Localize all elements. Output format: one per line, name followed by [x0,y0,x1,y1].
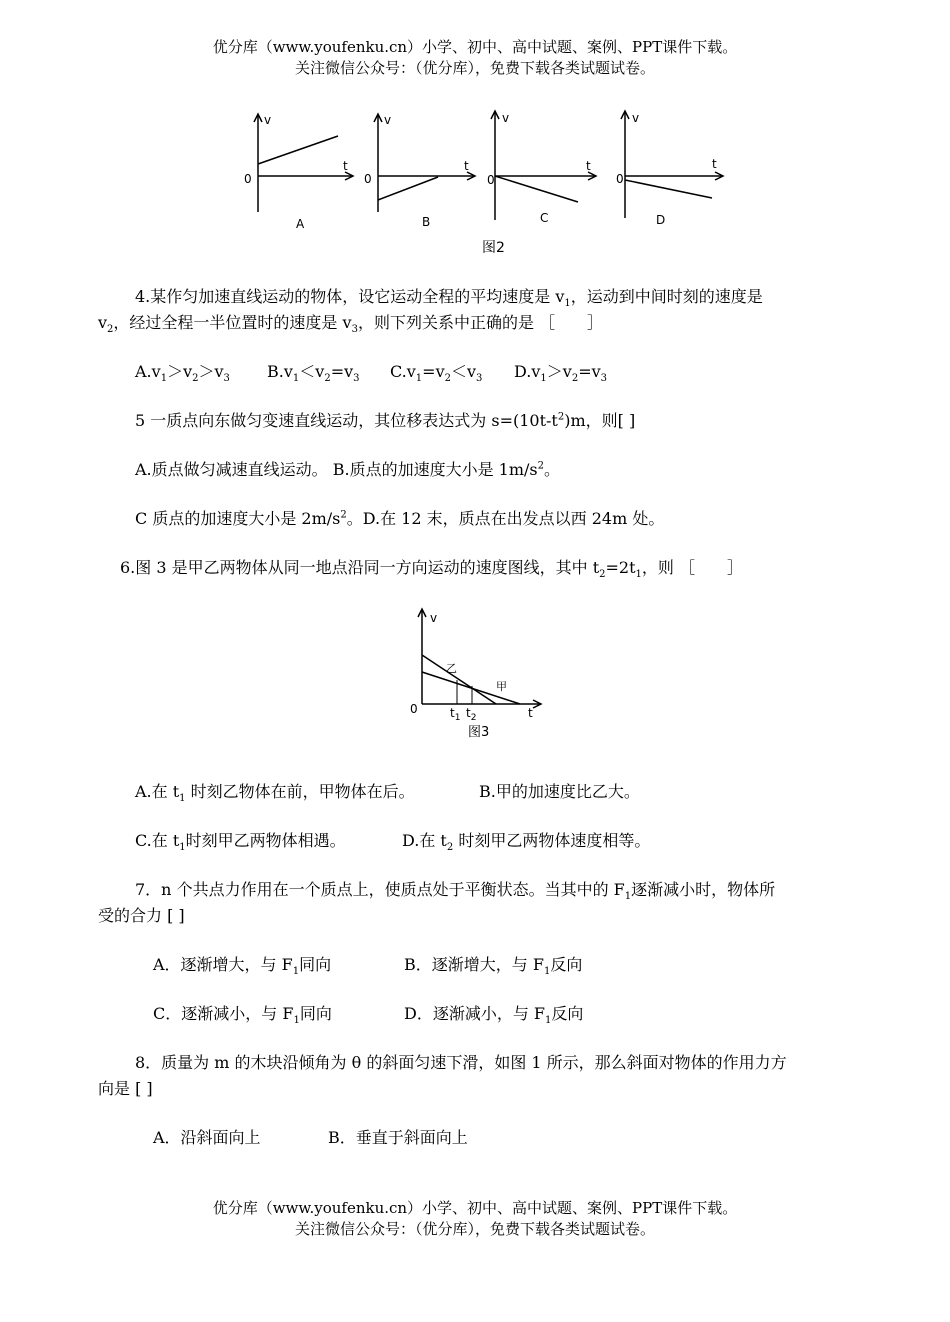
q4-option-d: $D.v_1>v_2=v_3$ [514,362,608,385]
q4-line-1: 4.某作匀加速直线运动的物体，设它运动全程的平均速度是 $v_1$，运动到中间时刻的速度是 [135,287,763,310]
fig3-t: t [528,706,533,720]
fig2-b-origin: 0 [364,172,372,186]
fig2-d-origin: 0 [616,172,624,186]
fig2-d-v: v [632,111,640,125]
graph-c-line [495,176,578,202]
q6-option-c: C.在 $t_1$时刻甲乙两物体相遇。 [135,831,346,854]
fig3-origin: 0 [410,702,418,716]
figure-2 [230,100,740,265]
q5-options-ab: A.质点做匀减速直线运动。 B.质点的加速度大小是 $1m/s^2$。 [135,460,561,479]
graph-b-line [378,177,438,200]
fig2-a-v: v [264,113,272,127]
fig2-label-c: C [540,211,549,225]
footer-line-2: 关注微信公众号：（优分库），免费下载各类试题试卷。 [294,1220,655,1238]
q7-option-a: A．逐渐增大，与 $F_1$同向 [153,955,332,978]
q5-stem: 5 一质点向东做匀变速直线运动，其位移表达式为 $s=(10t-t^2)m$，则[ ] [135,411,636,430]
q8-stem-line-1: 8．质量为 m 的木块沿倾角为 θ 的斜面匀速下滑，如图 1 所示，那么斜面对物体的作用力方 [135,1053,787,1072]
fig3-t1: $t_1$ [450,706,461,723]
fig3-caption: 图3 [468,725,490,740]
footer-line-1: 优分库（www.youfenku.cn）小学、初中、高中试题、案例、PPT课件下载。 [212,1199,738,1217]
q7-option-b: B．逐渐增大，与 $F_1$反向 [404,955,583,978]
fig3-v: v [430,611,438,625]
fig2-a-t: t [343,159,348,173]
q7-stem-line-2: 受的合力 [ ] [98,906,185,925]
fig2-c-v: v [502,111,510,125]
fig2-label-a: A [296,217,305,231]
header-line-1: 优分库（www.youfenku.cn）小学、初中、高中试题、案例、PPT课件下载。 [212,38,738,56]
q7-stem-line-1: 7．n 个共点力作用在一个质点上，使质点处于平衡状态。当其中的 $F_1$逐渐减小时，物体所 [135,880,776,903]
header-line-2: 关注微信公众号：（优分库），免费下载各类试题试卷。 [294,59,655,77]
q6-stem: 6.图 3 是甲乙两物体从同一地点沿同一方向运动的速度图线，其中 $t_2=2t_1$，则 ［ ］ [120,558,743,581]
fig2-caption: 图2 [482,240,505,256]
q5-options-cd: C 质点的加速度大小是 $2m/s^2$。D.在 12 末，质点在出发点以西 24m 处。 [135,509,665,528]
fig3-t2: $t_2$ [466,706,477,723]
graph-d-line [625,180,712,198]
q4-option-c: $C.v_1=v_2<v_3$ [390,362,483,385]
fig2-d-t: t [712,157,717,171]
q6-option-b: B.甲的加速度比乙大。 [479,782,640,801]
fig3-label-jia: 甲 [496,680,507,693]
q4-line-2: $v_2$，经过全程一半位置时的速度是 $v_3$，则下列关系中正确的是 ［ ］ [98,313,604,336]
fig2-a-origin: 0 [244,172,252,186]
figure-3 [400,600,560,745]
fig2-b-t: t [464,159,469,173]
fig2-c-origin: 0 [487,173,495,187]
page-header [0,37,950,79]
q6-option-a: A.在 $t_1$ 时刻乙物体在前，甲物体在后。 [135,782,415,805]
q8-stem-line-2: 向是 [ ] [98,1079,153,1098]
q8-option-a: A．沿斜面向上 [153,1128,261,1147]
q4-option-a: $A.v_1>v_2>v_3$ [135,362,230,385]
fig2-label-d: D [656,213,666,227]
fig2-b-v: v [384,113,392,127]
q7-option-d: D．逐渐减小，与 $F_1$反向 [404,1004,584,1027]
page-footer [0,1198,950,1240]
fig2-c-t: t [586,159,591,173]
q7-option-c: C．逐渐减小，与 $F_1$同向 [153,1004,332,1027]
q4-option-b: $B.v_1<v_2=v_3$ [267,362,360,385]
q6-option-d: D.在 $t_2$ 时刻甲乙两物体速度相等。 [402,831,651,854]
fig3-label-yi: 乙 [446,662,457,675]
q8-option-b: B．垂直于斜面向上 [328,1128,468,1147]
line-yi [422,655,496,704]
graph-a-line [258,136,338,164]
fig2-label-b: B [422,215,431,229]
